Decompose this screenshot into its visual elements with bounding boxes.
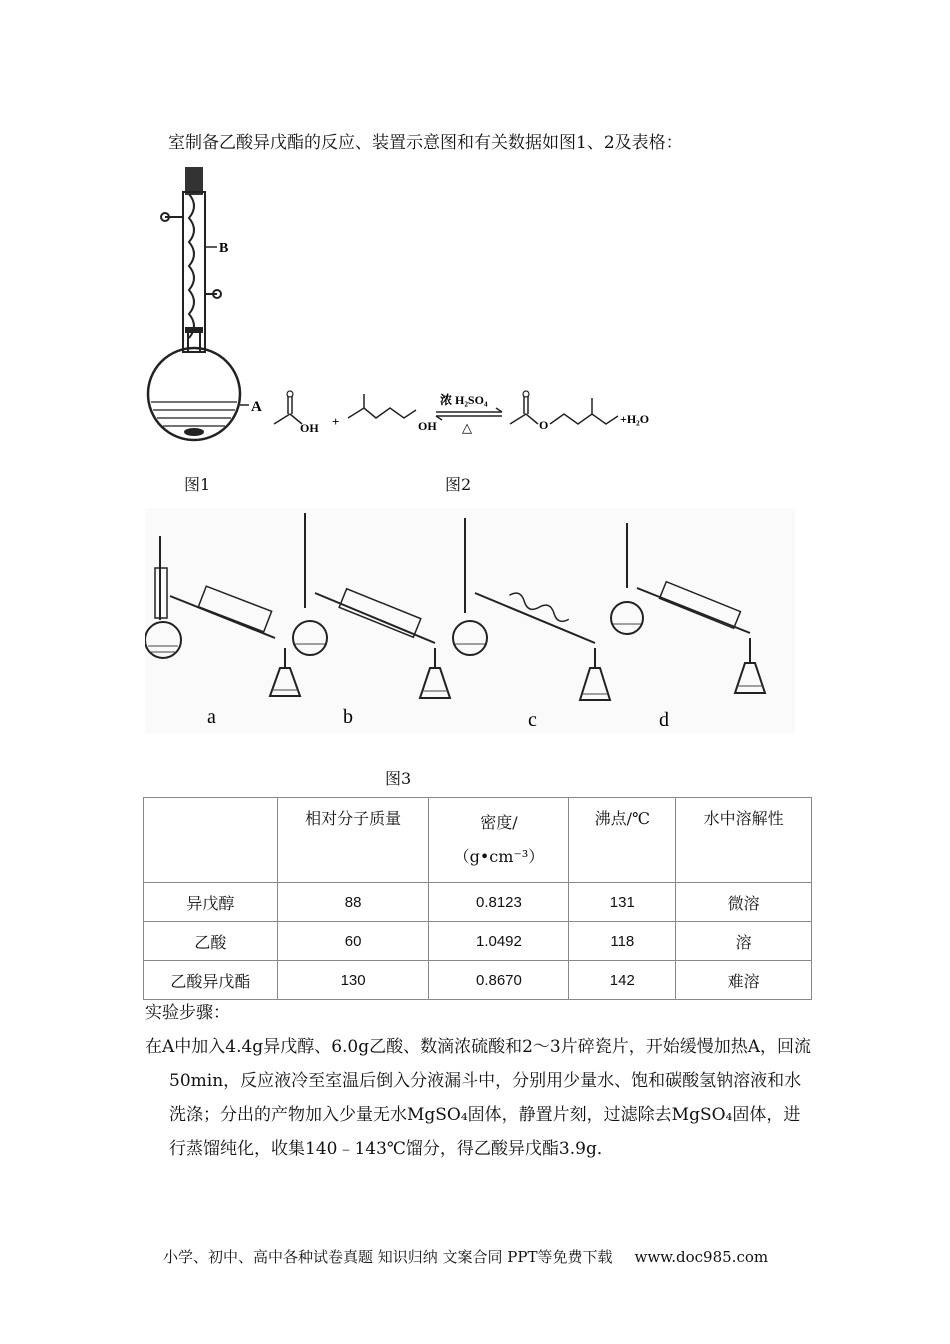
figure-1-caption: 图1 — [184, 475, 211, 494]
acetic-acid-structure — [274, 391, 319, 435]
stopper — [185, 167, 203, 195]
density: 0.8670 — [429, 961, 569, 1000]
reaction-arrow — [436, 392, 502, 435]
steps-paragraph: 在A中加入4.4g异戊醇、6.0g乙酸、数滴浓硫酸和2～3片碎瓷片，开始缓慢加热A，回流50min，反应液冷至室温后倒入分液漏斗中，分别用少量水、饱和碳酸氢钠溶液和水洗涤；分出的产物加入少量无水MgSO₄固体，静置片刻，过滤除去MgSO₄固体，进行蒸馏纯化，收集140﹣143℃馏分，得乙酸异戊酯3.9g． — [145, 1037, 812, 1159]
isoamyl-acetate-structure — [510, 391, 618, 432]
heat-symbol: △ — [462, 420, 472, 435]
header-cell: 沸点/℃ — [569, 798, 676, 883]
table-row — [144, 922, 812, 961]
compound-name: 异戊醇 — [144, 883, 278, 922]
setup-d-label: d — [659, 709, 669, 731]
table-row — [144, 961, 812, 1000]
figure-3-caption: 图3 — [385, 769, 412, 788]
steps-body — [145, 1030, 815, 1166]
compound-name: 乙酸 — [144, 922, 278, 961]
table-header-row — [144, 798, 812, 883]
properties-table — [143, 797, 812, 1000]
boiling-chips — [184, 428, 204, 436]
density: 1.0492 — [429, 922, 569, 961]
label-A: A — [251, 399, 262, 415]
density: 0.8123 — [429, 883, 569, 922]
isoamyl-alcohol-structure — [348, 394, 437, 433]
solubility: 微溶 — [676, 883, 812, 922]
steps-title: 实验步骤： — [145, 1003, 230, 1023]
footer-url[interactable]: www.doc985.com — [634, 1248, 769, 1266]
label-B: B — [219, 241, 229, 256]
figure-2-caption: 图2 — [445, 475, 472, 494]
boiling-point: 118 — [569, 922, 676, 961]
table-row — [144, 883, 812, 922]
setup-b-label: b — [343, 706, 353, 728]
molar-mass: 60 — [277, 922, 429, 961]
intro-text: 室制备乙酸异戊酯的反应、装置示意图和有关数据如图1、2及表格： — [168, 133, 683, 153]
catalyst-label: 浓 H₂SO₄ — [440, 393, 488, 407]
molar-mass: 88 — [277, 883, 429, 922]
condenser-coil — [189, 194, 194, 338]
solubility: 难溶 — [676, 961, 812, 1000]
header-cell — [144, 798, 278, 883]
header-cell: 相对分子质量 — [277, 798, 429, 883]
setup-c-label: c — [528, 709, 537, 731]
svg-text:OH: OH — [300, 421, 319, 435]
boiling-point: 142 — [569, 961, 676, 1000]
figure-2-reaction-equation — [270, 388, 670, 438]
water-product: +H₂O — [620, 412, 650, 426]
header-cell: 水中溶解性 — [676, 798, 812, 883]
solubility: 溶 — [676, 922, 812, 961]
boiling-point: 131 — [569, 883, 676, 922]
molar-mass: 130 — [277, 961, 429, 1000]
setup-a-label: a — [207, 706, 216, 728]
figure-3-distillation-setups — [145, 508, 795, 733]
page-footer — [163, 1246, 768, 1267]
density-header: 密度/（g•cm⁻³） — [453, 813, 545, 866]
compound-name: 乙酸异戊酯 — [144, 961, 278, 1000]
footer-text: 小学、初中、高中各种试卷真题 知识归纳 文案合同 PPT等免费下载 — [163, 1248, 613, 1266]
svg-text:OH: OH — [418, 419, 437, 433]
figure-1-reflux-apparatus — [145, 162, 275, 442]
plus-sign: + — [332, 414, 340, 429]
header-cell — [429, 798, 569, 883]
svg-text:O: O — [539, 418, 549, 432]
